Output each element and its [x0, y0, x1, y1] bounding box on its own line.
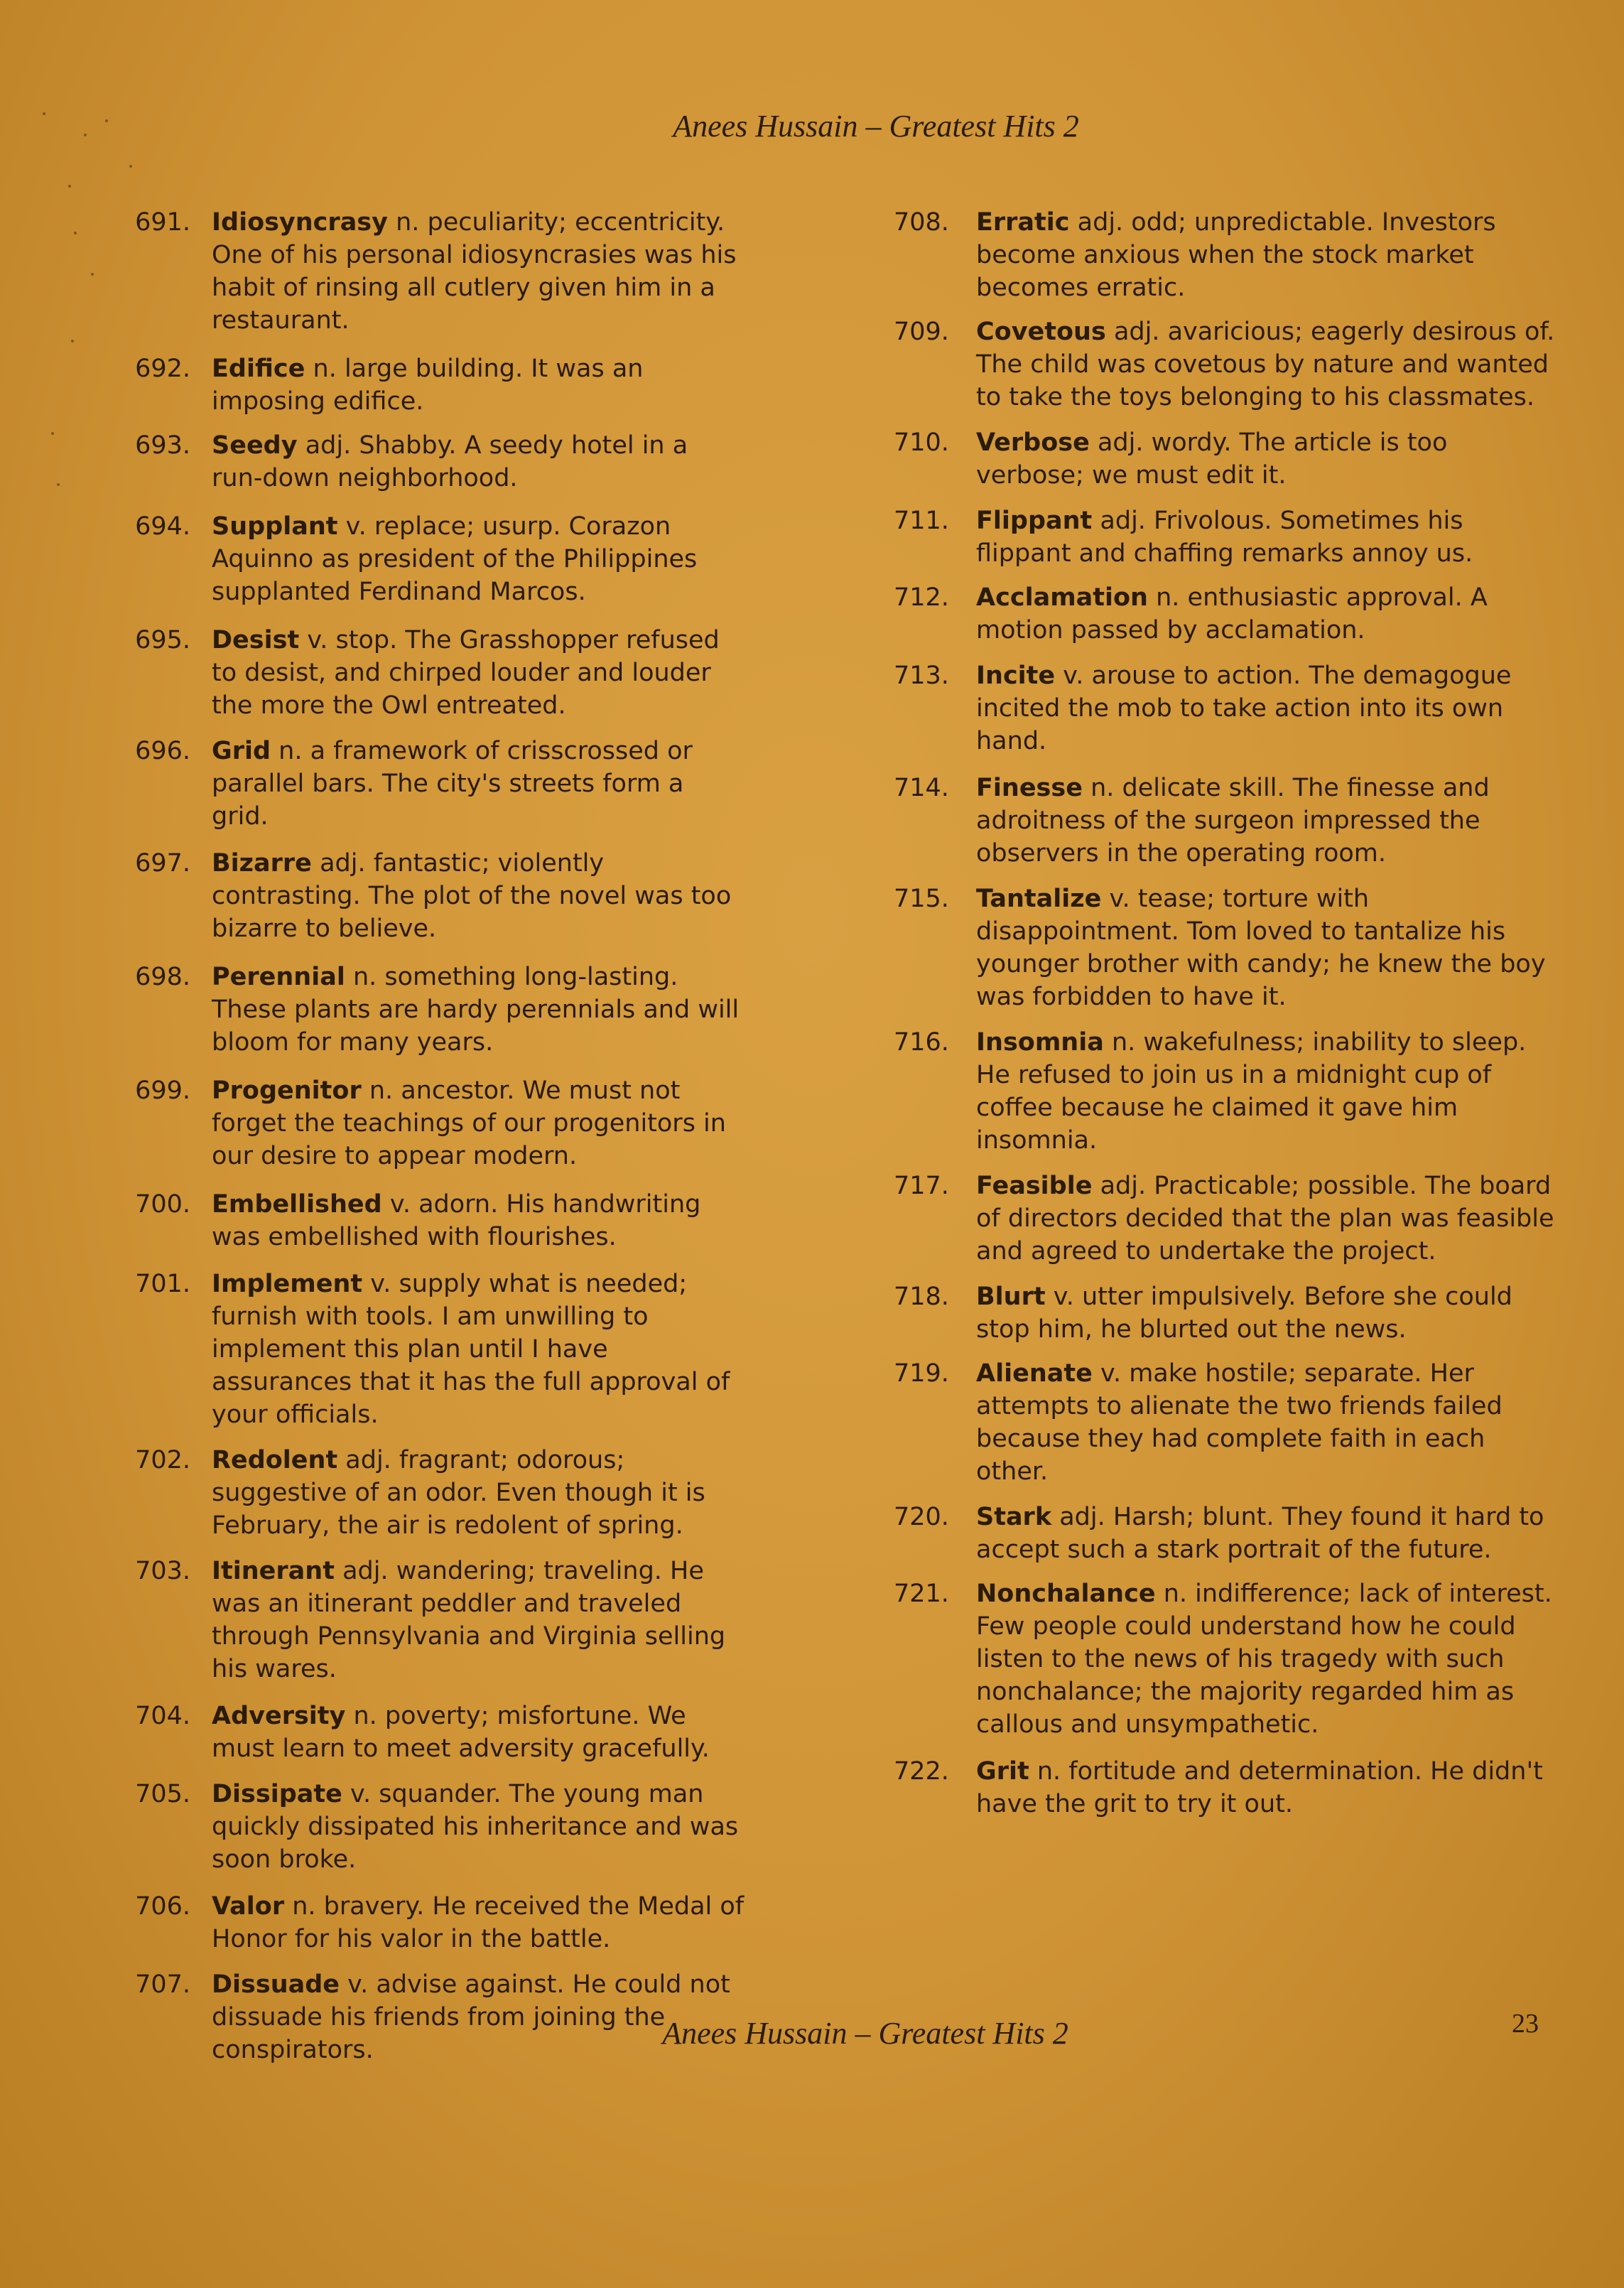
entry-number: 708. — [894, 208, 949, 237]
entry-definition: n. ancestor. We must not forget the teachings of our progenitors in our desire to appear modern. — [212, 1076, 726, 1170]
entry-number: 721. — [894, 1580, 949, 1608]
entry-term: Redolent — [212, 1446, 338, 1474]
entry-definition: v. arouse to action. The demagogue incited the mob to take action into its own hand. — [976, 662, 1512, 755]
entry-term: Itinerant — [212, 1557, 335, 1585]
entry-number: 715. — [894, 885, 949, 913]
entry-definition: n. large building. It was an imposing edifice. — [212, 355, 644, 416]
entry-term: Feasible — [976, 1172, 1093, 1200]
entry-number: 710. — [894, 428, 949, 457]
definitions-left-column — [105, 206, 745, 2066]
entry-definition: n. delicate skill. The finesse and adroitness of the surgeon impressed the observers in the operating room. — [976, 774, 1490, 868]
entry-term: Insomnia — [976, 1028, 1104, 1057]
entry-term: Embellished — [212, 1190, 382, 1219]
entry-term: Dissuade — [212, 1970, 340, 1999]
entry-definition: v. utter impulsively. Before she could stop him, he blurted out the news. — [976, 1283, 1512, 1344]
entry-definition: adj. Harsh; blunt. They found it hard to accept such a stark portrait of the future. — [976, 1503, 1544, 1564]
entry-term: Erratic — [976, 208, 1070, 237]
entry-number: 704. — [135, 1702, 190, 1730]
entry-term: Idiosyncrasy — [212, 208, 388, 237]
entry-number: 718. — [894, 1283, 949, 1311]
definition-entry — [894, 1280, 1561, 1346]
entry-term: Valor — [212, 1892, 285, 1921]
entry-number: 714. — [894, 774, 949, 802]
entry-number: 694. — [135, 512, 190, 541]
definition-entry — [105, 961, 745, 1059]
entry-term: Alienate — [976, 1359, 1093, 1388]
entry-definition: v. supply what is needed; furnish with tools. I am unwilling to implement this plan until I have assurances that it has the full approval of your officials. — [212, 1270, 730, 1429]
definition-entry — [105, 735, 745, 833]
entry-term: Bizarre — [212, 849, 312, 878]
page-number: 23 — [1512, 2009, 1539, 2039]
definition-entry — [894, 504, 1561, 570]
entry-definition: adj. fragrant; odorous; suggestive of an odor. Even though it is February, the air is redolent of spring. — [212, 1446, 705, 1540]
entry-definition: v. adorn. His handwriting was embellished with flourishes. — [212, 1190, 701, 1251]
entry-definition: n. indifference; lack of interest. Few people could understand how he could listen to the news of his tragedy with such nonchalance; the majority regarded him as callous and unsympathetic. — [976, 1580, 1552, 1739]
definition-entry — [105, 206, 745, 337]
definition-entry — [105, 1188, 745, 1253]
entry-term: Progenitor — [212, 1076, 362, 1105]
entry-term: Seedy — [212, 431, 298, 460]
entry-term: Dissipate — [212, 1780, 342, 1808]
page-footer: Anees Hussain – Greatest Hits 2 — [662, 2016, 1068, 2051]
definition-entry — [105, 1444, 745, 1542]
definition-entry — [894, 1501, 1561, 1566]
definition-entry — [894, 206, 1561, 304]
entry-definition: n. enthusiastic approval. A motion passed by acclamation. — [976, 583, 1488, 644]
entry-number: 692. — [135, 355, 190, 383]
definition-entry — [894, 1170, 1561, 1268]
entry-definition: v. tease; torture with disappointment. Tom loved to tantalize his younger brother with candy; he knew the boy was forbidden to have it. — [976, 885, 1546, 1011]
entry-number: 693. — [135, 431, 190, 460]
definition-entry — [894, 772, 1561, 870]
definition-entry — [894, 1577, 1561, 1741]
definition-entry — [105, 429, 745, 495]
entry-definition: adj. wandering; traveling. He was an itinerant peddler and traveled through Pennsylvania and Virginia selling his wares. — [212, 1557, 726, 1683]
entry-number: 696. — [135, 737, 190, 765]
entry-number: 722. — [894, 1757, 949, 1786]
entry-definition: v. squander. The young man quickly dissipated his inheritance and was soon broke. — [212, 1780, 739, 1874]
entry-number: 691. — [135, 208, 190, 237]
entry-term: Desist — [212, 626, 300, 654]
definition-entry — [105, 1074, 745, 1172]
definition-entry — [105, 1778, 745, 1876]
entry-number: 697. — [135, 849, 190, 878]
entry-term: Incite — [976, 662, 1056, 690]
definition-entry — [894, 659, 1561, 757]
definition-entry — [894, 315, 1561, 414]
definition-entry — [105, 624, 745, 722]
definition-entry — [105, 352, 745, 418]
entry-number: 703. — [135, 1557, 190, 1585]
entry-number: 712. — [894, 583, 949, 612]
entry-term: Adversity — [212, 1702, 346, 1730]
entry-definition: n. peculiarity; eccentricity. One of his personal idiosyncrasies was his habit of rinsing all cutlery given him in a restaurant. — [212, 208, 737, 335]
entry-number: 719. — [894, 1359, 949, 1388]
entry-term: Implement — [212, 1270, 363, 1298]
definition-entry — [105, 1700, 745, 1765]
entry-number: 717. — [894, 1172, 949, 1200]
entry-number: 711. — [894, 507, 949, 535]
entry-definition: n. something long-lasting. These plants are hardy perennials and will bloom for many years. — [212, 963, 740, 1057]
definition-entry — [105, 510, 745, 608]
entry-term: Stark — [976, 1503, 1052, 1531]
entry-definition: adj. odd; unpredictable. Investors become anxious when the stock market becomes erratic. — [976, 208, 1496, 302]
entry-term: Grit — [976, 1757, 1029, 1786]
entry-term: Edifice — [212, 355, 305, 383]
entry-definition: adj. wordy. The article is too verbose; we must edit it. — [976, 428, 1448, 490]
entry-definition: v. stop. The Grasshopper refused to desist, and chirped louder and louder the more the Owl entreated. — [212, 626, 720, 720]
definition-entry — [894, 1755, 1561, 1820]
entry-number: 709. — [894, 318, 949, 346]
entry-number: 701. — [135, 1270, 190, 1298]
entry-definition: adj. Shabby. A seedy hotel in a run-down neighborhood. — [212, 431, 688, 492]
entry-term: Acclamation — [976, 583, 1148, 612]
entry-term: Flippant — [976, 507, 1093, 535]
entry-number: 699. — [135, 1076, 190, 1105]
entry-term: Supplant — [212, 512, 338, 541]
entry-definition: adj. Practicable; possible. The board of directors decided that the plan was feasible and agreed to undertake the project. — [976, 1172, 1554, 1266]
entry-definition: v. make hostile; separate. Her attempts to alienate the two friends failed because they had complete faith in each other. — [976, 1359, 1503, 1486]
entry-definition: n. fortitude and determination. He didn't have the grit to try it out. — [976, 1757, 1543, 1818]
entry-term: Nonchalance — [976, 1580, 1156, 1608]
entry-number: 702. — [135, 1446, 190, 1474]
entry-definition: n. a framework of crisscrossed or parallel bars. The city's streets form a grid. — [212, 737, 693, 831]
entry-definition: v. replace; usurp. Corazon Aquinno as president of the Philippines supplanted Ferdinand Marcos. — [212, 512, 698, 606]
entry-term: Blurt — [976, 1283, 1046, 1311]
definition-entry — [894, 1026, 1561, 1157]
entry-definition: n. poverty; misfortune. We must learn to meet adversity gracefully. — [212, 1702, 710, 1763]
entry-definition: adj. Frivolous. Sometimes his flippant and chaffing remarks annoy us. — [976, 507, 1473, 568]
entry-number: 720. — [894, 1503, 949, 1531]
entry-term: Tantalize — [976, 885, 1102, 913]
entry-number: 705. — [135, 1780, 190, 1808]
definition-entry — [894, 581, 1561, 647]
entry-number: 700. — [135, 1190, 190, 1219]
definition-entry — [894, 426, 1561, 492]
entry-definition: n. bravery. He received the Medal of Honor for his valor in the battle. — [212, 1892, 745, 1953]
entry-number: 706. — [135, 1892, 190, 1921]
entry-number: 707. — [135, 1970, 190, 1999]
page-header: Anees Hussain – Greatest Hits 2 — [673, 109, 1079, 144]
entry-definition: v. advise against. He could not dissuade his friends from joining the conspirators. — [212, 1970, 730, 2064]
definitions-right-column — [894, 206, 1561, 1820]
entry-term: Verbose — [976, 428, 1090, 457]
entry-definition: adj. avaricious; eagerly desirous of. The child was covetous by nature and wanted to take the toys belonging to his classmates. — [976, 318, 1555, 411]
definition-entry — [105, 1890, 745, 1955]
entry-definition: n. wakefulness; inability to sleep. He refused to join us in a midnight cup of coffee because he claimed it gave him insomnia. — [976, 1028, 1527, 1155]
definition-entry — [105, 1555, 745, 1685]
entry-number: 695. — [135, 626, 190, 654]
entry-number: 716. — [894, 1028, 949, 1057]
definition-entry — [894, 1357, 1561, 1488]
entry-term: Finesse — [976, 774, 1083, 802]
entry-term: Perennial — [212, 963, 345, 991]
definition-entry — [894, 883, 1561, 1013]
entry-term: Grid — [212, 737, 271, 765]
definition-entry — [105, 847, 745, 945]
entry-number: 713. — [894, 662, 949, 690]
entry-number: 698. — [135, 963, 190, 991]
entry-term: Covetous — [976, 318, 1106, 346]
definition-entry — [105, 1268, 745, 1431]
entry-definition: adj. fantastic; violently contrasting. The plot of the novel was too bizarre to believe. — [212, 849, 732, 943]
